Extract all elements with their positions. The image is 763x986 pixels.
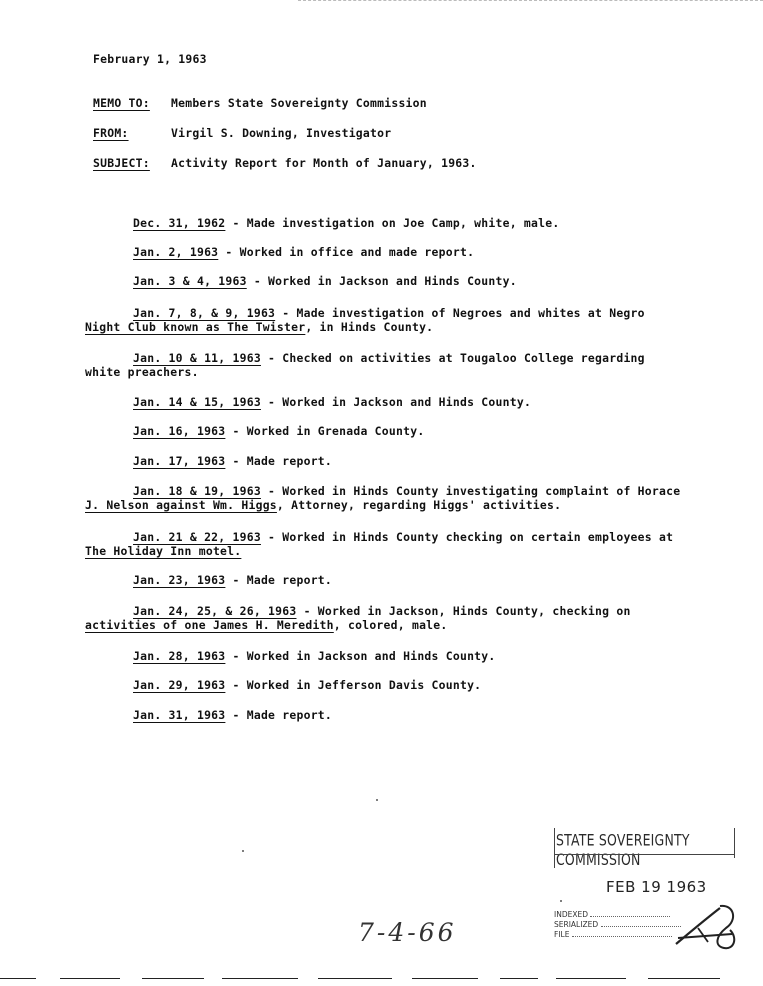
handwritten-file-number: 7-4-66 [358, 918, 457, 947]
stamp-indexed-label: INDEXED [554, 910, 588, 919]
entry-text: - Checked on activities at Tougaloo College regarding [260, 351, 645, 365]
from-line [93, 126, 391, 140]
stamp-rule [554, 854, 734, 855]
entry-date: Jan. 7, 8, & 9, 1963 [133, 306, 276, 320]
entry-first-line [93, 530, 733, 544]
subject-label: SUBJECT: [93, 156, 150, 170]
entry-first-line [93, 649, 733, 663]
entry-text: - Worked in Jackson, Hinds County, checking on [296, 604, 631, 618]
subject-line [93, 156, 477, 170]
entry-continuation-underlined: The Holiday Inn motel. [85, 544, 242, 558]
entry-date: Dec. 31, 1962 [133, 216, 226, 230]
entry-continuation-line [85, 618, 733, 632]
stamp-file [554, 930, 672, 939]
entry-continuation-underlined: J. Nelson against Wm. Higgs [85, 498, 277, 512]
entry-first-line [93, 245, 733, 259]
entry-continuation-text: , Attorney, regarding Higgs' activities. [276, 498, 562, 512]
scan-speck [242, 850, 244, 852]
entry-date: Jan. 3 & 4, 1963 [133, 274, 247, 288]
entry-continuation-text: , colored, male. [333, 618, 448, 632]
received-stamp [548, 822, 738, 958]
scan-speck [376, 799, 378, 801]
scan-bottom-edge [412, 978, 478, 980]
entry-first-line [93, 351, 733, 365]
entry-continuation-line [85, 320, 733, 334]
activity-entry [93, 708, 733, 722]
entry-text: - Worked in Hinds County investigating complaint of Horace [260, 484, 681, 498]
activity-entry [93, 573, 733, 587]
activity-entry [85, 306, 733, 334]
scan-bottom-edge [318, 978, 392, 980]
entry-first-line [93, 604, 733, 618]
activity-entry [85, 484, 733, 512]
stamp-file-label: FILE [554, 930, 570, 939]
entry-text: - Worked in Jackson and Hinds County. [246, 274, 517, 288]
entry-date: Jan. 28, 1963 [133, 649, 226, 663]
scan-bottom-edge [556, 978, 626, 980]
entry-date: Jan. 16, 1963 [133, 424, 226, 438]
subject-value: Activity Report for Month of January, 1963. [171, 156, 477, 170]
entry-first-line [93, 678, 733, 692]
stamp-file-line [572, 936, 672, 937]
stamp-serialized-label: SERIALIZED [554, 920, 599, 929]
from-label: FROM: [93, 126, 129, 140]
entry-continuation-line [85, 498, 733, 512]
entry-date: Jan. 29, 1963 [133, 678, 226, 692]
entry-text: - Made investigation of Negroes and whites at Negro [275, 306, 645, 320]
entry-text: - Worked in Hinds County checking on certain employees at [260, 530, 674, 544]
entry-continuation-underlined: Night Club known as The Twister [85, 320, 306, 334]
activity-entry [93, 395, 733, 409]
entry-continuation-line [85, 544, 733, 558]
entry-text: - Worked in Jackson and Hinds County. [225, 649, 496, 663]
stamp-date: FEB 19 1963 [606, 878, 707, 896]
scan-bottom-edge [142, 978, 204, 980]
entry-text: - Made report. [225, 454, 333, 468]
stamp-title: STATE SOVEREIGNTY COMMISSION [556, 830, 690, 869]
entry-continuation-underlined: activities of one James H. Meredith [85, 618, 334, 632]
stamp-indexed [554, 910, 670, 919]
handwritten-initials-icon [668, 898, 740, 952]
entry-date: Jan. 17, 1963 [133, 454, 226, 468]
activity-entry [93, 274, 733, 288]
activity-entry [93, 649, 733, 663]
entry-date: Jan. 23, 1963 [133, 573, 226, 587]
entry-text: - Worked in Jackson and Hinds County. [260, 395, 532, 409]
activity-entry [93, 245, 733, 259]
entry-text: - Made report. [225, 708, 333, 722]
entry-continuation-text: white preachers. [85, 365, 199, 379]
memo-to-value: Members State Sovereignty Commission [171, 96, 427, 110]
entry-first-line [93, 708, 733, 722]
entry-text: - Made report. [225, 573, 333, 587]
entry-first-line [93, 454, 733, 468]
entry-date: Jan. 31, 1963 [133, 708, 226, 722]
entry-first-line [93, 216, 733, 230]
memo-date: February 1, 1963 [93, 52, 207, 66]
entry-text: - Made investigation on Joe Camp, white, male. [225, 216, 560, 230]
activity-entry [85, 530, 733, 558]
activity-entry [93, 424, 733, 438]
activity-entry [93, 216, 733, 230]
scan-bottom-edge [648, 978, 720, 980]
stamp-indexed-line [590, 916, 670, 917]
scan-bottom-edge [0, 978, 36, 980]
entry-text: - Worked in office and made report. [218, 245, 475, 259]
entry-continuation-line [85, 365, 733, 379]
entry-first-line [93, 395, 733, 409]
entry-date: Jan. 2, 1963 [133, 245, 219, 259]
scan-bottom-edge [60, 978, 120, 980]
scan-edge-dots [298, 0, 763, 3]
entry-first-line [93, 573, 733, 587]
entry-continuation-text: , in Hinds County. [305, 320, 434, 334]
entry-date: Jan. 18 & 19, 1963 [133, 484, 261, 498]
entry-date: Jan. 10 & 11, 1963 [133, 351, 261, 365]
from-value: Virgil S. Downing, Investigator [171, 126, 392, 140]
entry-date: Jan. 14 & 15, 1963 [133, 395, 261, 409]
entry-first-line [93, 424, 733, 438]
activity-entry [85, 351, 733, 379]
memo-to-label: MEMO TO: [93, 96, 150, 110]
entry-text: - Worked in Jefferson Davis County. [225, 678, 482, 692]
entry-first-line [93, 274, 733, 288]
scan-bottom-edge [500, 978, 538, 980]
memo-to-line [93, 96, 427, 110]
entry-first-line [93, 484, 733, 498]
activity-entry [93, 678, 733, 692]
activity-entry [85, 604, 733, 632]
entry-date: Jan. 21 & 22, 1963 [133, 530, 261, 544]
scan-speck [560, 900, 562, 902]
scan-bottom-edge [222, 978, 298, 980]
entry-text: - Worked in Grenada County. [225, 424, 425, 438]
stamp-left-border [554, 828, 555, 868]
activity-entry [93, 454, 733, 468]
stamp-serialized [554, 920, 681, 929]
entry-first-line [93, 306, 733, 320]
entry-date: Jan. 24, 25, & 26, 1963 [133, 604, 297, 618]
